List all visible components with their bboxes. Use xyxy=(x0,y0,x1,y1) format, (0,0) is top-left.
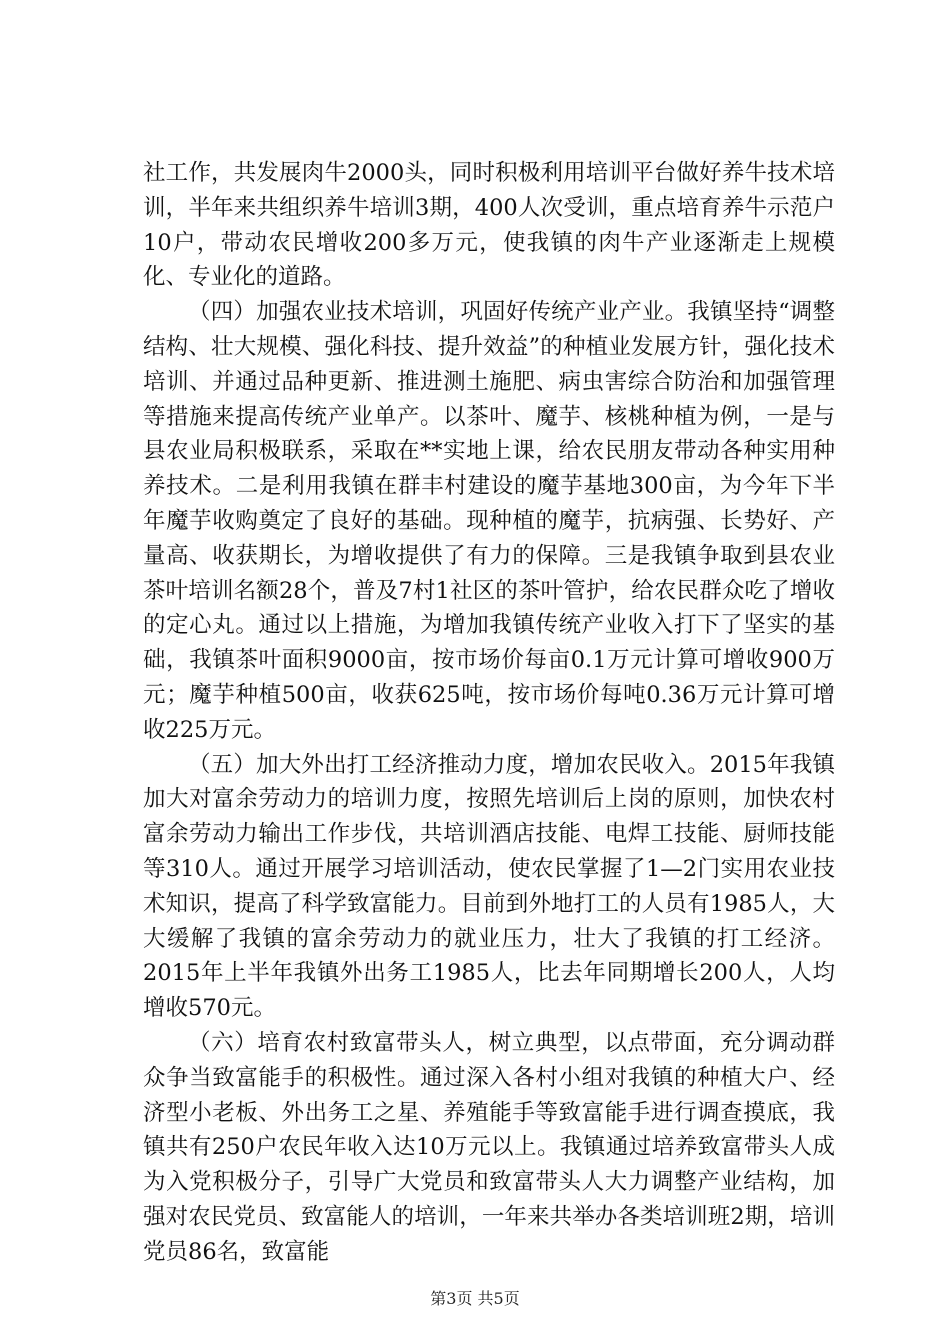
paragraph-continuation: 社工作，共发展肉牛2000头，同时积极利用培训平台做好养牛技术培训，半年来共组织养牛培训3期，400人次受训，重点培育养牛示范户10户，带动农民增收200多万元，使我镇的肉牛产业逐渐走上规模化、专业化的道路。 xyxy=(143,160,835,291)
document-body xyxy=(143,156,835,1270)
page-footer: 第3页 共5页 xyxy=(430,1289,520,1308)
paragraph-agri-training: （四）加强农业技术培训，巩固好传统产业产业。我镇坚持“调整结构、壮大规模、强化科技、提升效益”的种植业发展方针，强化技术培训、并通过品种更新、推进测土施肥、病虫害综合防治和加强管理等措施来提高传统产业单产。以茶叶、魔芋、核桃种植为例，一是与县农业局积极联系，采取在**实地上课，给农民朋友带动各种实用种养技术。二是利用我镇在群丰村建设的魔芋基地300亩，为今年下半年魔芋收购奠定了良好的基础。现种植的魔芋，抗病强、长势好、产量高、收获期长，为增收提供了有力的保障。三是我镇争取到县农业茶叶培训名额28个，普及7村1社区的茶叶管护，给农民群众吃了增收的定心丸。通过以上措施，为增加我镇传统产业收入打下了坚实的基础，我镇茶叶面积9000亩，按市场价每亩0.1万元计算可增收900万元；魔芋种植500亩，收获625吨，按市场价每吨0.36万元计算可增收225万元。 xyxy=(143,299,835,743)
paragraph-wealth-leaders: （六）培育农村致富带头人，树立典型，以点带面，充分调动群众争当致富能手的积极性。通过深入各村小组对我镇的种植大户、经济型小老板、外出务工之星、养殖能手等致富能手进行调查摸底，我镇共有250户农民年收入达10万元以上。我镇通过培养致富带头人成为入党积极分子，引导广大党员和致富带头人大力调整产业结构，加强对农民党员、致富能人的培训，一年来共举办各类培训班2期，培训党员86名，致富能 xyxy=(143,1029,835,1265)
paragraph-migrant-labor: （五）加大外出打工经济推动力度，增加农民收入。2015年我镇加大对富余劳动力的培训力度，按照先培训后上岗的原则，加快农村富余劳动力输出工作步伐，共培训酒店技能、电焊工技能、厨师技能等310人。通过开展学习培训活动，使农民掌握了1—2门实用农业技术知识，提高了科学致富能力。目前到外地打工的人员有1985人，大大缓解了我镇的富余劳动力的就业压力，壮大了我镇的打工经济。2015年上半年我镇外出务工1985人，比去年同期增长200人，人均增收570元。 xyxy=(143,751,835,1022)
